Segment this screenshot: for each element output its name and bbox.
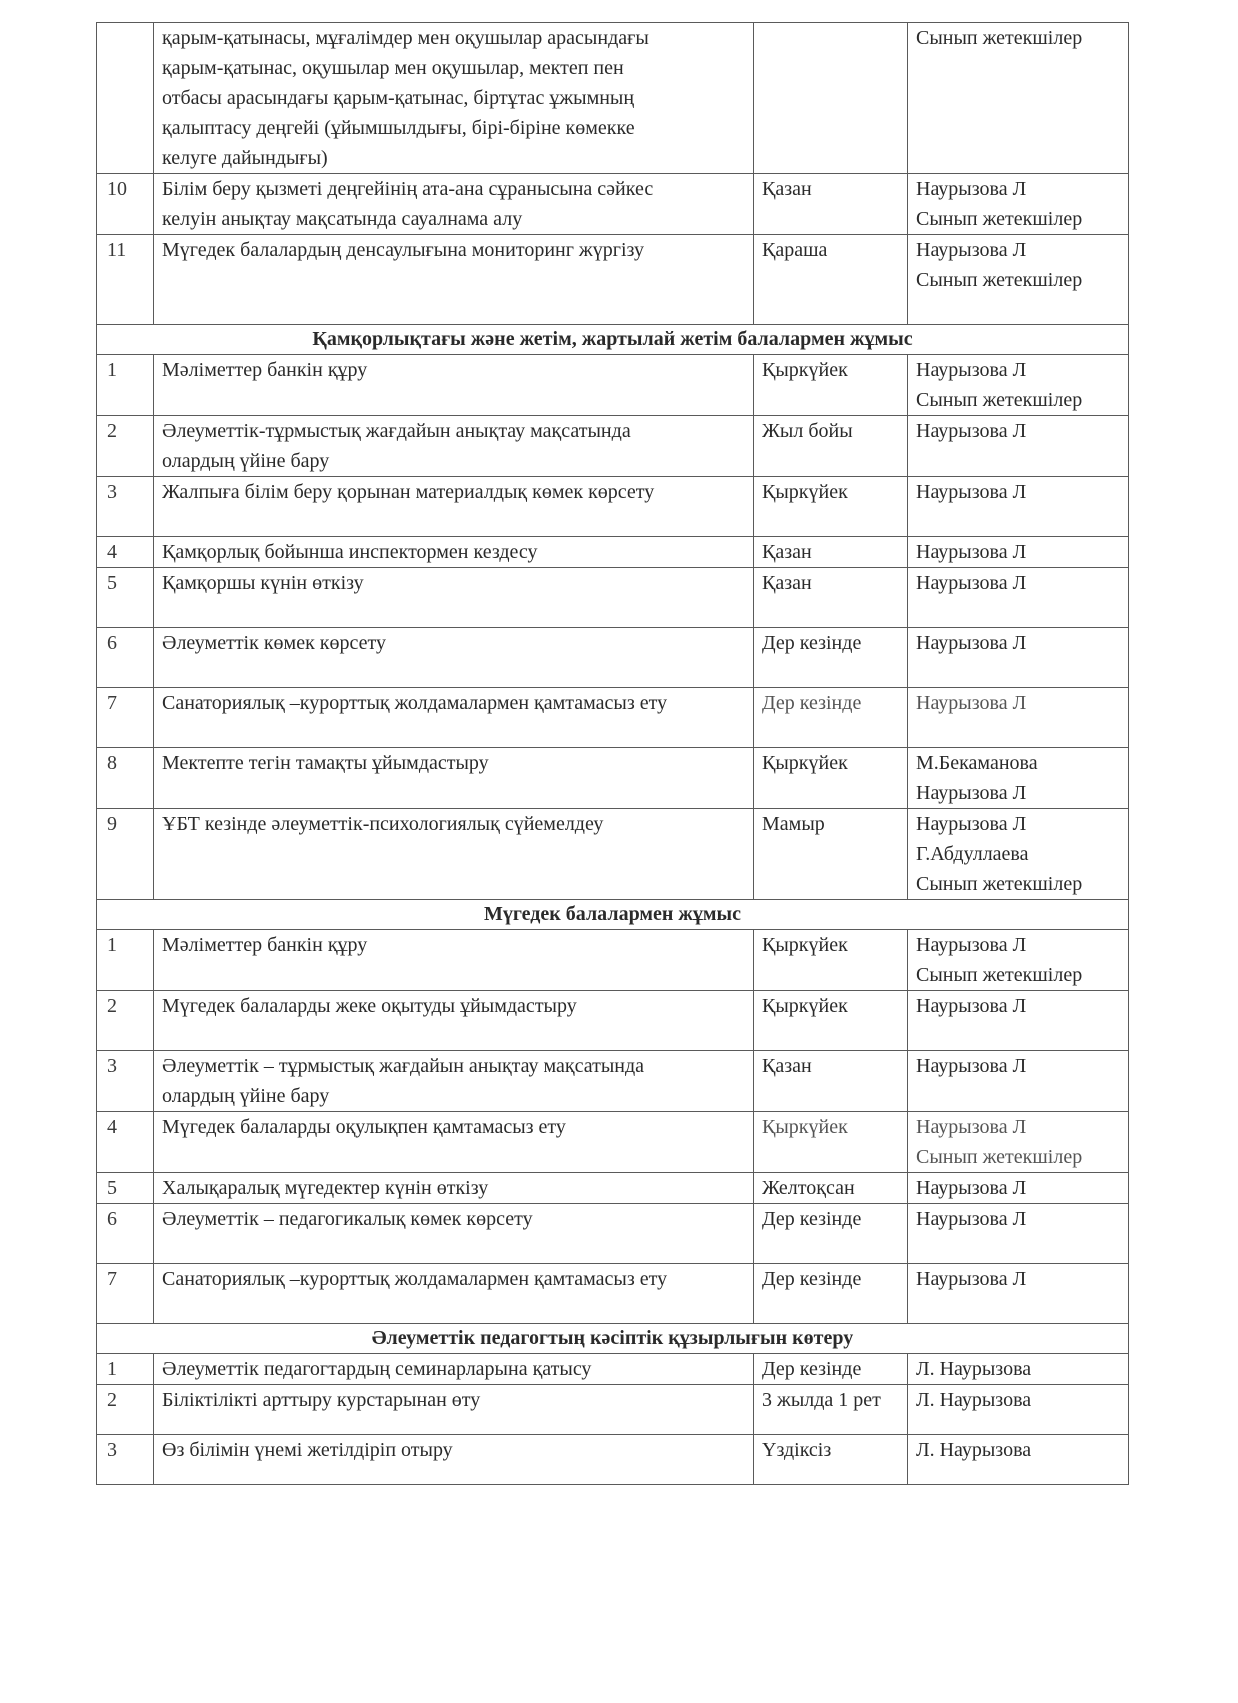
activity-cell: Әлеуметтік педагогтардың семинарларына қатысу xyxy=(154,1354,754,1385)
responsible-cell: Наурызова Л xyxy=(908,1264,1129,1324)
activity-cell: қарым-қатынасы, мұғалімдер мен оқушылар арасындағы қарым-қатынас, оқушылар мен оқушылар, мектеп пен отбасы арасындағы қарым-қатынас, біртұтас ұжымның қалыптасу деңгейі (ұйымшылдығы, бірі-біріне көмекке келуге дайындығы) xyxy=(154,23,754,174)
row-number: 4 xyxy=(97,537,154,568)
activity-cell: Әлеуметтік – тұрмыстық жағдайын анықтау мақсатында олардың үйіне бару xyxy=(154,1051,754,1112)
activity-cell: Білім беру қызметі деңгейінің ата-ана сұранысына сәйкес келуін анықтау мақсатында сауалнама алу xyxy=(154,174,754,235)
row-number: 2 xyxy=(97,1385,154,1435)
section-header-row xyxy=(97,1324,1129,1354)
table-row xyxy=(97,930,1129,991)
table-row xyxy=(97,748,1129,809)
table-row xyxy=(97,1204,1129,1264)
time-cell: Желтоқсан xyxy=(754,1173,908,1204)
table-row xyxy=(97,1112,1129,1173)
section-title: Әлеуметтік педагогтың кәсіптік құзырлығын көтеру xyxy=(97,1324,1129,1354)
table-row xyxy=(97,1385,1129,1435)
table-row xyxy=(97,1435,1129,1485)
responsible-cell: Наурызова Л xyxy=(908,568,1129,628)
responsible-cell: Л. Наурызова xyxy=(908,1385,1129,1435)
activity-cell: Мүгедек балаларды оқулықпен қамтамасыз ету xyxy=(154,1112,754,1173)
table-row xyxy=(97,688,1129,748)
activity-cell: Мәліметтер банкін құру xyxy=(154,930,754,991)
table-row xyxy=(97,1264,1129,1324)
activity-cell: Әлеуметтік көмек көрсету xyxy=(154,628,754,688)
activity-cell: Мүгедек балаларды жеке оқытуды ұйымдастыру xyxy=(154,991,754,1051)
row-number: 4 xyxy=(97,1112,154,1173)
responsible-cell: Наурызова Л xyxy=(908,1051,1129,1112)
table-row xyxy=(97,1354,1129,1385)
time-cell: Жыл бойы xyxy=(754,416,908,477)
section-title: Қамқорлықтағы және жетім, жартылай жетім балалармен жұмыс xyxy=(97,325,1129,355)
responsible-cell: Наурызова Л xyxy=(908,628,1129,688)
row-number: 3 xyxy=(97,1435,154,1485)
responsible-cell: Наурызова Л Сынып жетекшілер xyxy=(908,355,1129,416)
row-number: 7 xyxy=(97,688,154,748)
responsible-cell: М.Бекаманова Наурызова Л xyxy=(908,748,1129,809)
responsible-cell: Наурызова Л xyxy=(908,688,1129,748)
time-cell: 3 жылда 1 рет xyxy=(754,1385,908,1435)
time-cell: Дер кезінде xyxy=(754,1354,908,1385)
activity-cell: Мәліметтер банкін құру xyxy=(154,355,754,416)
time-cell: Дер кезінде xyxy=(754,628,908,688)
responsible-cell: Наурызова Л Г.Абдуллаева Сынып жетекшілер xyxy=(908,809,1129,900)
time-cell: Қазан xyxy=(754,537,908,568)
row-number xyxy=(97,23,154,174)
responsible-cell: Наурызова Л Сынып жетекшілер xyxy=(908,235,1129,325)
time-cell: Қараша xyxy=(754,235,908,325)
responsible-cell: Наурызова Л xyxy=(908,1204,1129,1264)
activity-cell: Өз білімін үнемі жетілдіріп отыру xyxy=(154,1435,754,1485)
responsible-cell: Наурызова Л xyxy=(908,991,1129,1051)
activity-cell: Халықаралық мүгедектер күнін өткізу xyxy=(154,1173,754,1204)
time-cell: Қазан xyxy=(754,174,908,235)
plan-table xyxy=(96,22,1129,1485)
responsible-cell: Наурызова Л Сынып жетекшілер xyxy=(908,930,1129,991)
time-cell: Қазан xyxy=(754,568,908,628)
activity-cell: Әлеуметтік-тұрмыстық жағдайын анықтау мақсатында олардың үйіне бару xyxy=(154,416,754,477)
time-cell: Дер кезінде xyxy=(754,1264,908,1324)
time-cell xyxy=(754,23,908,174)
time-cell: Дер кезінде xyxy=(754,1204,908,1264)
activity-cell: Әлеуметтік – педагогикалық көмек көрсету xyxy=(154,1204,754,1264)
responsible-cell: Л. Наурызова xyxy=(908,1354,1129,1385)
responsible-cell: Л. Наурызова xyxy=(908,1435,1129,1485)
time-cell: Қыркүйек xyxy=(754,355,908,416)
row-number: 5 xyxy=(97,568,154,628)
table-row xyxy=(97,174,1129,235)
activity-cell: Санаториялық –курорттық жолдамалармен қамтамасыз ету xyxy=(154,1264,754,1324)
responsible-cell: Наурызова Л xyxy=(908,477,1129,537)
table-row xyxy=(97,416,1129,477)
table-row xyxy=(97,628,1129,688)
row-number: 2 xyxy=(97,416,154,477)
activity-cell: Біліктілікті арттыру курстарынан өту xyxy=(154,1385,754,1435)
time-cell: Қыркүйек xyxy=(754,1112,908,1173)
time-cell: Қазан xyxy=(754,1051,908,1112)
activity-cell: Мүгедек балалардың денсаулығына мониторинг жүргізу xyxy=(154,235,754,325)
activity-cell: ҰБТ кезінде әлеуметтік-психологиялық сүйемелдеу xyxy=(154,809,754,900)
responsible-cell: Наурызова Л xyxy=(908,416,1129,477)
responsible-cell: Наурызова Л Сынып жетекшілер xyxy=(908,174,1129,235)
table-row xyxy=(97,1173,1129,1204)
section-header-row xyxy=(97,325,1129,355)
activity-cell: Мектепте тегін тамақты ұйымдастыру xyxy=(154,748,754,809)
activity-cell: Қамқоршы күнін өткізу xyxy=(154,568,754,628)
time-cell: Қыркүйек xyxy=(754,477,908,537)
table-row xyxy=(97,809,1129,900)
responsible-cell: Наурызова Л xyxy=(908,537,1129,568)
time-cell: Мамыр xyxy=(754,809,908,900)
table-row xyxy=(97,568,1129,628)
time-cell: Үздіксіз xyxy=(754,1435,908,1485)
section-title: Мүгедек балалармен жұмыс xyxy=(97,900,1129,930)
row-number: 7 xyxy=(97,1264,154,1324)
row-number: 1 xyxy=(97,930,154,991)
row-number: 11 xyxy=(97,235,154,325)
time-cell: Қыркүйек xyxy=(754,930,908,991)
row-number: 3 xyxy=(97,1051,154,1112)
row-number: 3 xyxy=(97,477,154,537)
activity-cell: Санаториялық –курорттық жолдамалармен қамтамасыз ету xyxy=(154,688,754,748)
time-cell: Қыркүйек xyxy=(754,991,908,1051)
document-page xyxy=(96,22,1128,1485)
activity-cell: Қамқорлық бойынша инспектормен кездесу xyxy=(154,537,754,568)
table-row xyxy=(97,991,1129,1051)
table-row xyxy=(97,1051,1129,1112)
row-number: 8 xyxy=(97,748,154,809)
row-number: 1 xyxy=(97,1354,154,1385)
table-row xyxy=(97,537,1129,568)
responsible-cell: Сынып жетекшілер xyxy=(908,23,1129,174)
row-number: 6 xyxy=(97,1204,154,1264)
activity-cell: Жалпыға білім беру қорынан материалдық көмек көрсету xyxy=(154,477,754,537)
row-number: 6 xyxy=(97,628,154,688)
row-number: 9 xyxy=(97,809,154,900)
row-number: 1 xyxy=(97,355,154,416)
responsible-cell: Наурызова Л xyxy=(908,1173,1129,1204)
table-row xyxy=(97,235,1129,325)
time-cell: Дер кезінде xyxy=(754,688,908,748)
table-row xyxy=(97,477,1129,537)
row-number: 2 xyxy=(97,991,154,1051)
row-number: 5 xyxy=(97,1173,154,1204)
table-row xyxy=(97,355,1129,416)
time-cell: Қыркүйек xyxy=(754,748,908,809)
section-header-row xyxy=(97,900,1129,930)
table-row xyxy=(97,23,1129,174)
responsible-cell: Наурызова Л Сынып жетекшілер xyxy=(908,1112,1129,1173)
row-number: 10 xyxy=(97,174,154,235)
